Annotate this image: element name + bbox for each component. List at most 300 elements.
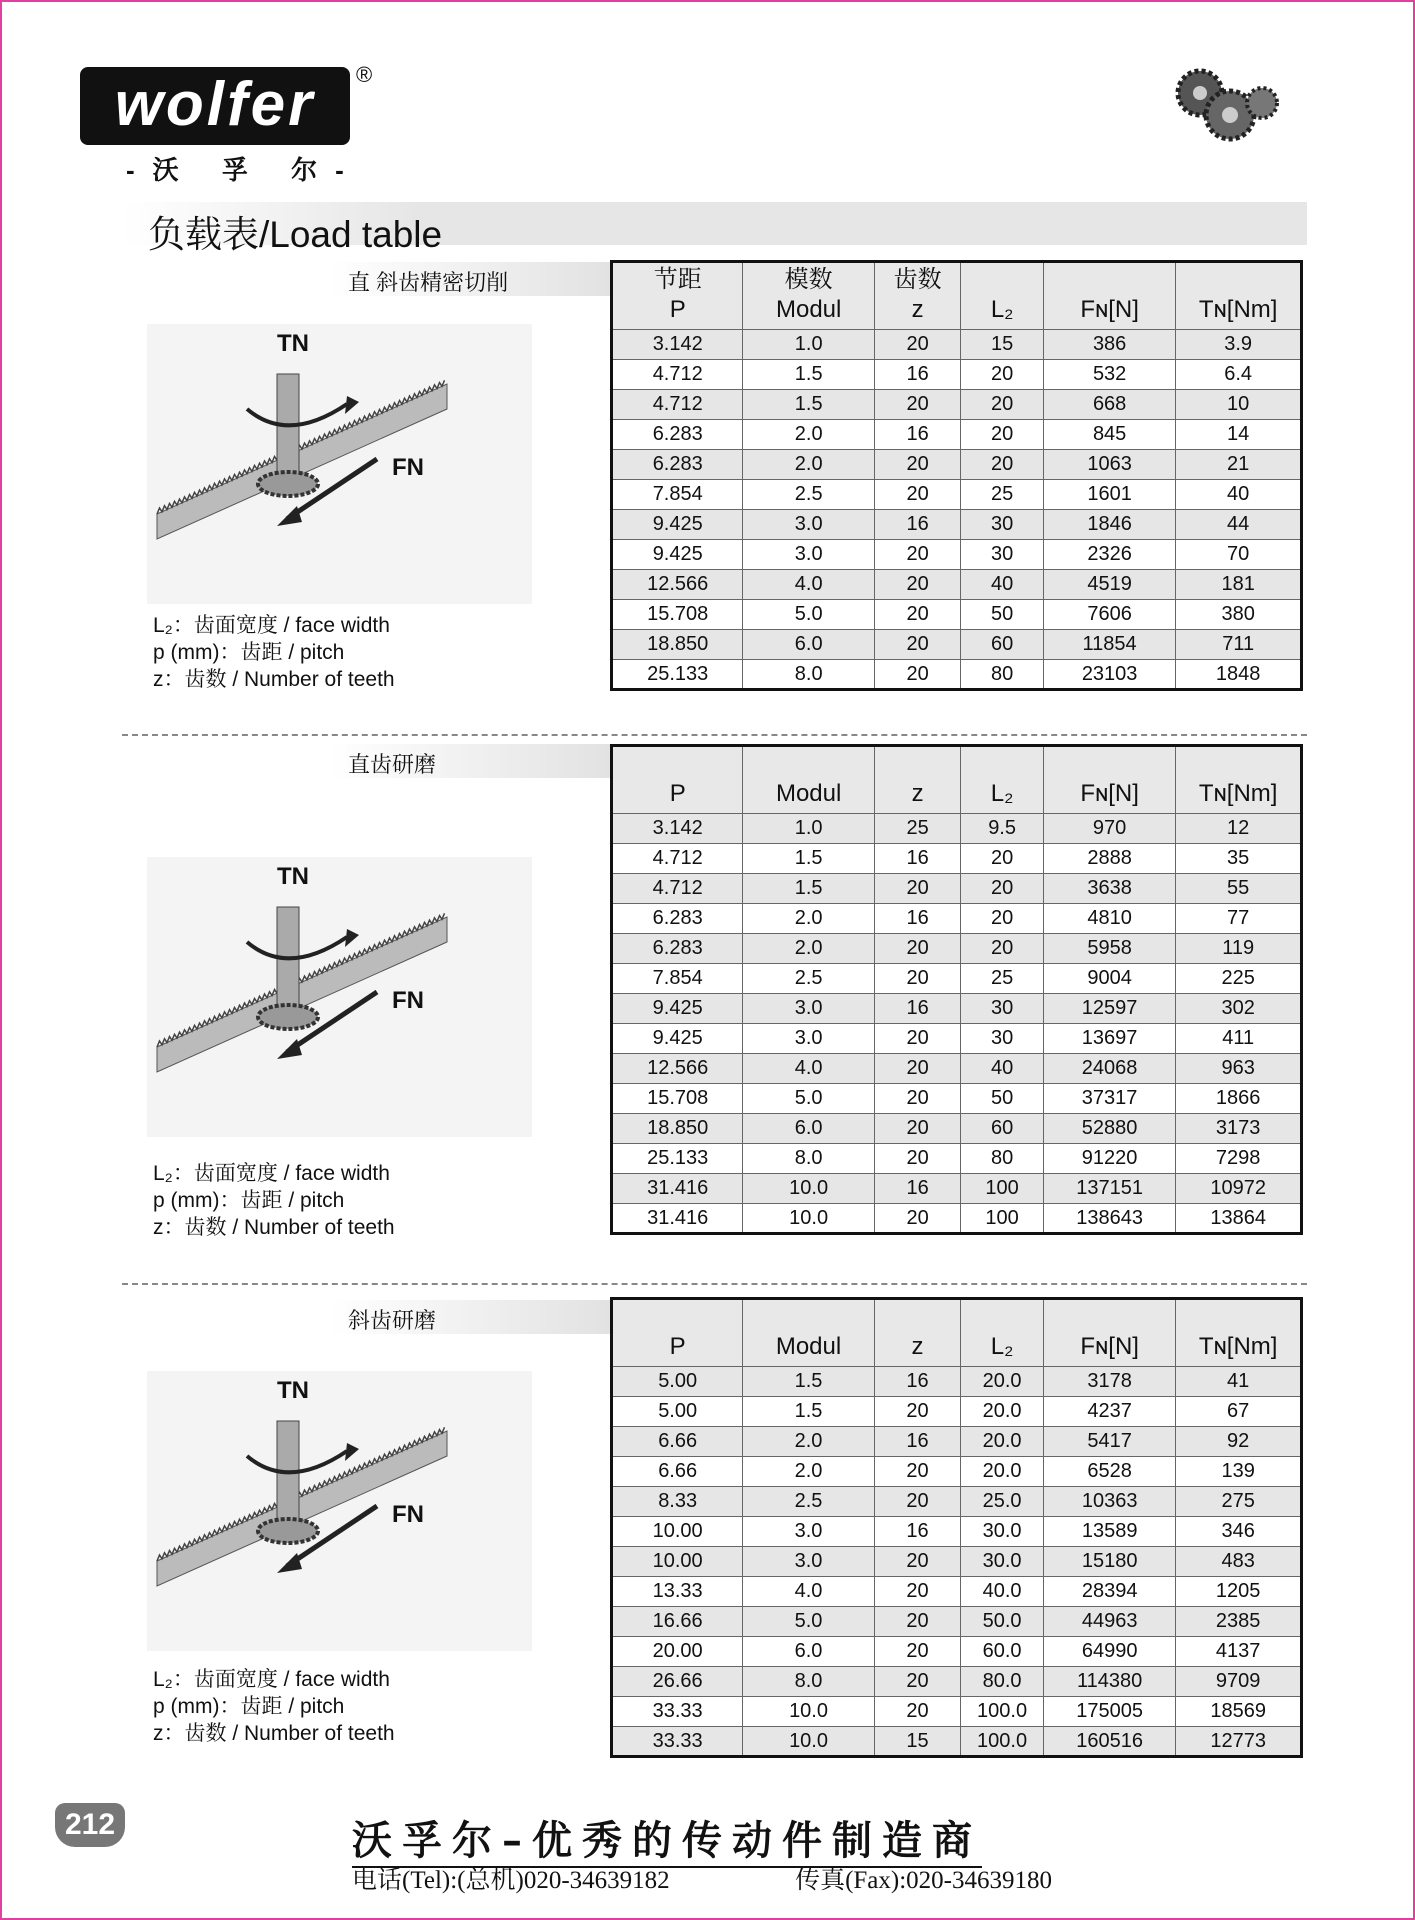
table-row xyxy=(612,1114,1302,1144)
table-cell: 9.5 xyxy=(961,814,1044,844)
table-cell: 2.0 xyxy=(743,934,874,964)
table-cell: 3.0 xyxy=(743,510,874,540)
table-cell: 30.0 xyxy=(961,1517,1044,1547)
table-cell: 1.5 xyxy=(743,1397,874,1427)
header-row xyxy=(612,746,1302,814)
table-cell: 77 xyxy=(1176,904,1302,934)
table-cell: 160516 xyxy=(1043,1727,1175,1757)
table-cell: 3638 xyxy=(1043,874,1175,904)
table-cell: 16 xyxy=(874,1517,960,1547)
table-cell: 30.0 xyxy=(961,1547,1044,1577)
table-cell: 16 xyxy=(874,510,961,540)
force-label: FN xyxy=(392,1501,424,1528)
table-cell: 119 xyxy=(1176,934,1302,964)
table-cell: 4.712 xyxy=(612,844,743,874)
table-cell: 20 xyxy=(961,844,1044,874)
table-cell: 225 xyxy=(1176,964,1302,994)
table-cell: 139 xyxy=(1176,1457,1302,1487)
table-cell: 20 xyxy=(874,600,961,630)
table-cell: 6.0 xyxy=(743,1114,874,1144)
table-cell: 12.566 xyxy=(612,570,743,600)
table-row xyxy=(612,1024,1302,1054)
table-cell: 3173 xyxy=(1176,1114,1302,1144)
table-cell: 1846 xyxy=(1043,510,1175,540)
table-cell: 25.133 xyxy=(612,660,743,690)
table-cell: 138643 xyxy=(1043,1204,1175,1234)
column-header: z xyxy=(874,746,960,814)
column-header: L₂ xyxy=(961,1299,1044,1367)
table-cell: 28394 xyxy=(1043,1577,1175,1607)
table-cell: 80 xyxy=(961,660,1044,690)
table-cell: 7.854 xyxy=(612,964,743,994)
legend xyxy=(153,612,395,693)
table-cell: 20 xyxy=(961,874,1044,904)
table-cell: 1.0 xyxy=(743,814,874,844)
table-cell: 40 xyxy=(961,1054,1044,1084)
legend-z: z：齿数 / Number of teeth xyxy=(153,668,395,691)
table-row xyxy=(612,480,1302,510)
table-row xyxy=(612,964,1302,994)
table-cell: 4137 xyxy=(1176,1637,1302,1667)
table-row xyxy=(612,1427,1302,1457)
table-cell: 25 xyxy=(961,480,1044,510)
table-cell: 20 xyxy=(961,934,1044,964)
table-cell: 20 xyxy=(874,1024,960,1054)
table-cell: 20 xyxy=(874,1607,960,1637)
table-cell: 18569 xyxy=(1176,1697,1302,1727)
table-cell: 14 xyxy=(1176,420,1302,450)
table-cell: 5958 xyxy=(1043,934,1175,964)
table-cell: 20 xyxy=(874,1697,960,1727)
table-cell: 12597 xyxy=(1043,994,1175,1024)
table-cell: 1.5 xyxy=(743,360,874,390)
table-cell: 20 xyxy=(961,360,1044,390)
header-row xyxy=(612,1299,1302,1367)
table-cell: 15.708 xyxy=(612,1084,743,1114)
table-cell: 16 xyxy=(874,1427,960,1457)
table-cell: 532 xyxy=(1043,360,1175,390)
table-cell: 33.33 xyxy=(612,1697,743,1727)
table-cell: 20 xyxy=(874,1054,960,1084)
table-cell: 16 xyxy=(874,360,961,390)
table-cell: 20 xyxy=(874,390,961,420)
section-divider xyxy=(122,1283,1307,1285)
table-cell: 6.4 xyxy=(1176,360,1302,390)
table-cell: 18.850 xyxy=(612,1114,743,1144)
table-cell: 380 xyxy=(1176,600,1302,630)
table-row xyxy=(612,934,1302,964)
header-row xyxy=(612,262,1302,330)
table-cell: 8.0 xyxy=(743,660,874,690)
table-row xyxy=(612,1727,1302,1757)
force-label: FN xyxy=(392,454,424,481)
table-cell: 16 xyxy=(874,1174,960,1204)
table-cell: 20 xyxy=(874,1397,960,1427)
column-header: Fɴ[N] xyxy=(1043,1299,1175,1367)
table-cell: 100 xyxy=(961,1174,1044,1204)
table-cell: 13589 xyxy=(1043,1517,1175,1547)
table-cell: 4.712 xyxy=(612,874,743,904)
table-cell: 3.142 xyxy=(612,330,743,360)
table-cell: 100 xyxy=(961,1204,1044,1234)
table-cell: 8.33 xyxy=(612,1487,743,1517)
table-cell: 4519 xyxy=(1043,570,1175,600)
table-cell: 1063 xyxy=(1043,450,1175,480)
page-title-bar xyxy=(122,202,1307,255)
table-cell: 20 xyxy=(874,964,960,994)
table-cell: 20 xyxy=(874,540,961,570)
table-cell: 1.5 xyxy=(743,874,874,904)
table-cell: 8.0 xyxy=(743,1144,874,1174)
load-table xyxy=(610,1297,1303,1758)
table-cell: 80.0 xyxy=(961,1667,1044,1697)
registered-mark: ® xyxy=(356,62,373,87)
table-cell: 9.425 xyxy=(612,994,743,1024)
table-cell: 100.0 xyxy=(961,1727,1044,1757)
legend-z: z：齿数 / Number of teeth xyxy=(153,1216,395,1239)
table-row xyxy=(612,1667,1302,1697)
table-cell: 50.0 xyxy=(961,1607,1044,1637)
table-cell: 15.708 xyxy=(612,600,743,630)
table-cell: 20 xyxy=(874,874,960,904)
table-cell: 20.0 xyxy=(961,1457,1044,1487)
table-row xyxy=(612,420,1302,450)
column-header: Fɴ[N] xyxy=(1043,746,1175,814)
table-cell: 3.0 xyxy=(743,1547,874,1577)
legend xyxy=(153,1160,395,1241)
table-cell: 10972 xyxy=(1176,1174,1302,1204)
legend-l2: L₂：齿面宽度 / face width xyxy=(153,1162,390,1185)
legend-l2: L₂：齿面宽度 / face width xyxy=(153,1668,390,1691)
table-cell: 1.5 xyxy=(743,844,874,874)
table-cell: 20 xyxy=(874,1637,960,1667)
table-row xyxy=(612,510,1302,540)
table-cell: 9.425 xyxy=(612,540,743,570)
table-cell: 20.0 xyxy=(961,1367,1044,1397)
table-cell: 30 xyxy=(961,994,1044,1024)
table-cell: 2.5 xyxy=(743,964,874,994)
table-row xyxy=(612,1457,1302,1487)
table-cell: 5.00 xyxy=(612,1367,743,1397)
table-cell: 16.66 xyxy=(612,1607,743,1637)
table-cell: 2888 xyxy=(1043,844,1175,874)
table-cell: 3.0 xyxy=(743,540,874,570)
table-row xyxy=(612,1367,1302,1397)
table-cell: 40.0 xyxy=(961,1577,1044,1607)
footer-slogan: 沃孚尔–优秀的传动件制造商 xyxy=(352,1818,982,1868)
table-cell: 6.0 xyxy=(743,630,874,660)
table-cell: 44 xyxy=(1176,510,1302,540)
table-cell: 3.142 xyxy=(612,814,743,844)
table-cell: 41 xyxy=(1176,1367,1302,1397)
legend-p: p (mm)：齿距 / pitch xyxy=(153,1695,345,1718)
table-cell: 2.0 xyxy=(743,420,874,450)
table-cell: 9.425 xyxy=(612,1024,743,1054)
table-cell: 3.0 xyxy=(743,994,874,1024)
table-cell: 10.0 xyxy=(743,1697,874,1727)
table-cell: 26.66 xyxy=(612,1667,743,1697)
table-cell: 20 xyxy=(874,1204,960,1234)
table-row xyxy=(612,450,1302,480)
table-cell: 44963 xyxy=(1043,1607,1175,1637)
table-cell: 6.283 xyxy=(612,934,743,964)
footer-fax: 传真(Fax):020-34639180 xyxy=(795,1867,1052,1894)
table-cell: 21 xyxy=(1176,450,1302,480)
table-cell: 3.9 xyxy=(1176,330,1302,360)
table-cell: 20 xyxy=(961,390,1044,420)
table-cell: 30 xyxy=(961,540,1044,570)
table-row xyxy=(612,1577,1302,1607)
table-cell: 1.5 xyxy=(743,390,874,420)
column-header: Modul xyxy=(743,746,874,814)
table-cell: 20 xyxy=(874,1114,960,1144)
table-cell: 10.00 xyxy=(612,1547,743,1577)
section-label: 斜齿研磨 xyxy=(330,1300,610,1334)
table-cell: 6.283 xyxy=(612,420,743,450)
table-cell: 4810 xyxy=(1043,904,1175,934)
table-cell: 9709 xyxy=(1176,1667,1302,1697)
column-header: 节距 P xyxy=(612,262,743,330)
table-cell: 2385 xyxy=(1176,1607,1302,1637)
column-header: Tɴ[Nm] xyxy=(1176,1299,1302,1367)
table-cell: 25 xyxy=(961,964,1044,994)
table-cell: 80 xyxy=(961,1144,1044,1174)
table-row xyxy=(612,660,1302,690)
table-cell: 10.0 xyxy=(743,1727,874,1757)
column-header: Modul xyxy=(743,1299,874,1367)
section-label: 直齿研磨 xyxy=(330,744,610,778)
table-cell: 15180 xyxy=(1043,1547,1175,1577)
table-cell: 60 xyxy=(961,1114,1044,1144)
table-cell: 30 xyxy=(961,1024,1044,1054)
table-cell: 12 xyxy=(1176,814,1302,844)
footer-contact xyxy=(352,1866,1052,1896)
table-cell: 13.33 xyxy=(612,1577,743,1607)
column-header: Fɴ[N] xyxy=(1043,262,1175,330)
table-cell: 6.283 xyxy=(612,450,743,480)
torque-label: TN xyxy=(277,1377,309,1404)
table-cell: 10 xyxy=(1176,390,1302,420)
table-cell: 50 xyxy=(961,1084,1044,1114)
table-row xyxy=(612,814,1302,844)
table-row xyxy=(612,1487,1302,1517)
table-cell: 20 xyxy=(874,934,960,964)
table-row xyxy=(612,600,1302,630)
table-cell: 9.425 xyxy=(612,510,743,540)
load-table xyxy=(610,260,1303,691)
table-cell: 20 xyxy=(874,1144,960,1174)
table-cell: 60.0 xyxy=(961,1637,1044,1667)
column-header: Tɴ[Nm] xyxy=(1176,746,1302,814)
table-cell: 60 xyxy=(961,630,1044,660)
table-cell: 23103 xyxy=(1043,660,1175,690)
table-cell: 12.566 xyxy=(612,1054,743,1084)
table-cell: 20 xyxy=(961,904,1044,934)
rack-pinion-diagram xyxy=(147,324,532,604)
table-row xyxy=(612,390,1302,420)
force-label: FN xyxy=(392,987,424,1014)
column-header: Tɴ[Nm] xyxy=(1176,262,1302,330)
table-row xyxy=(612,904,1302,934)
column-header: P xyxy=(612,746,743,814)
section-label: 直 斜齿精密切削 xyxy=(330,262,610,296)
table-cell: 2.0 xyxy=(743,1457,874,1487)
table-row xyxy=(612,1637,1302,1667)
table-cell: 2326 xyxy=(1043,540,1175,570)
table-cell: 4.0 xyxy=(743,1577,874,1607)
table-cell: 33.33 xyxy=(612,1727,743,1757)
table-cell: 20 xyxy=(874,1457,960,1487)
rack-pinion-diagram xyxy=(147,857,532,1137)
legend-p: p (mm)：齿距 / pitch xyxy=(153,1189,345,1212)
table-cell: 30 xyxy=(961,510,1044,540)
table-cell: 1601 xyxy=(1043,480,1175,510)
table-cell: 16 xyxy=(874,994,960,1024)
column-header: P xyxy=(612,1299,743,1367)
table-cell: 970 xyxy=(1043,814,1175,844)
table-cell: 2.0 xyxy=(743,904,874,934)
table-cell: 10.00 xyxy=(612,1517,743,1547)
table-cell: 10.0 xyxy=(743,1174,874,1204)
table-cell: 52880 xyxy=(1043,1114,1175,1144)
table-cell: 2.5 xyxy=(743,1487,874,1517)
table-cell: 9004 xyxy=(1043,964,1175,994)
table-cell: 37317 xyxy=(1043,1084,1175,1114)
table-cell: 2.5 xyxy=(743,480,874,510)
legend-l2: L₂：齿面宽度 / face width xyxy=(153,614,390,637)
table-cell: 175005 xyxy=(1043,1697,1175,1727)
table-cell: 386 xyxy=(1043,330,1175,360)
table-cell: 411 xyxy=(1176,1024,1302,1054)
table-row xyxy=(612,330,1302,360)
table-cell: 91220 xyxy=(1043,1144,1175,1174)
table-row xyxy=(612,540,1302,570)
table-cell: 137151 xyxy=(1043,1174,1175,1204)
table-cell: 20 xyxy=(874,570,961,600)
table-cell: 70 xyxy=(1176,540,1302,570)
torque-label: TN xyxy=(277,330,309,357)
table-cell: 20.0 xyxy=(961,1397,1044,1427)
table-cell: 40 xyxy=(961,570,1044,600)
table-row xyxy=(612,1517,1302,1547)
table-cell: 5.0 xyxy=(743,1607,874,1637)
table-cell: 6.0 xyxy=(743,1637,874,1667)
table-row xyxy=(612,1547,1302,1577)
table-cell: 92 xyxy=(1176,1427,1302,1457)
table-cell: 20 xyxy=(874,1577,960,1607)
table-cell: 7.854 xyxy=(612,480,743,510)
table-cell: 18.850 xyxy=(612,630,743,660)
table-cell: 275 xyxy=(1176,1487,1302,1517)
footer-tel: 电话(Tel):(总机)020-34639182 xyxy=(352,1867,670,1894)
table-cell: 15 xyxy=(961,330,1044,360)
table-cell: 25 xyxy=(874,814,960,844)
table-cell: 6.66 xyxy=(612,1457,743,1487)
table-cell: 16 xyxy=(874,420,961,450)
table-cell: 483 xyxy=(1176,1547,1302,1577)
table-cell: 24068 xyxy=(1043,1054,1175,1084)
table-cell: 20 xyxy=(874,450,961,480)
table-cell: 668 xyxy=(1043,390,1175,420)
table-cell: 25.0 xyxy=(961,1487,1044,1517)
table-cell: 711 xyxy=(1176,630,1302,660)
column-header: 齿数 z xyxy=(874,262,961,330)
table-cell: 20 xyxy=(874,1547,960,1577)
table-cell: 10363 xyxy=(1043,1487,1175,1517)
table-cell: 3.0 xyxy=(743,1517,874,1547)
table-cell: 55 xyxy=(1176,874,1302,904)
table-cell: 50 xyxy=(961,600,1044,630)
table-cell: 7298 xyxy=(1176,1144,1302,1174)
table-cell: 302 xyxy=(1176,994,1302,1024)
table-cell: 20 xyxy=(874,630,961,660)
table-cell: 67 xyxy=(1176,1397,1302,1427)
logo-chinese-name: -沃 孚 尔- xyxy=(126,155,362,185)
table-cell: 25.133 xyxy=(612,1144,743,1174)
table-cell: 100.0 xyxy=(961,1697,1044,1727)
table-cell: 5.0 xyxy=(743,1084,874,1114)
table-cell: 20 xyxy=(874,1487,960,1517)
table-cell: 40 xyxy=(1176,480,1302,510)
table-cell: 5.00 xyxy=(612,1397,743,1427)
table-row xyxy=(612,1144,1302,1174)
table-cell: 35 xyxy=(1176,844,1302,874)
legend-p: p (mm)：齿距 / pitch xyxy=(153,641,345,664)
table-cell: 114380 xyxy=(1043,1667,1175,1697)
table-cell: 20 xyxy=(874,1667,960,1697)
table-cell: 845 xyxy=(1043,420,1175,450)
table-cell: 1205 xyxy=(1176,1577,1302,1607)
table-cell: 346 xyxy=(1176,1517,1302,1547)
table-cell: 20 xyxy=(874,660,961,690)
column-header: L₂ xyxy=(961,746,1044,814)
table-cell: 1.5 xyxy=(743,1367,874,1397)
table-row xyxy=(612,1084,1302,1114)
page-number: 212 xyxy=(55,1803,125,1847)
wolfer-logo: wolfer xyxy=(80,67,350,145)
table-cell: 31.416 xyxy=(612,1174,743,1204)
gears-icon xyxy=(1170,65,1285,145)
column-header: L₂ xyxy=(961,262,1044,330)
table-row xyxy=(612,570,1302,600)
table-cell: 20 xyxy=(874,330,961,360)
table-row xyxy=(612,1607,1302,1637)
table-cell: 6.66 xyxy=(612,1427,743,1457)
table-row xyxy=(612,874,1302,904)
rack-pinion-diagram xyxy=(147,1371,532,1651)
table-cell: 13697 xyxy=(1043,1024,1175,1054)
table-cell: 963 xyxy=(1176,1054,1302,1084)
table-row xyxy=(612,1174,1302,1204)
column-header: 模数 Modul xyxy=(743,262,874,330)
table-cell: 6.283 xyxy=(612,904,743,934)
table-cell: 13864 xyxy=(1176,1204,1302,1234)
table-row xyxy=(612,994,1302,1024)
table-cell: 181 xyxy=(1176,570,1302,600)
table-cell: 12773 xyxy=(1176,1727,1302,1757)
table-cell: 10.0 xyxy=(743,1204,874,1234)
section-divider xyxy=(122,734,1307,736)
table-cell: 20 xyxy=(961,450,1044,480)
table-row xyxy=(612,1697,1302,1727)
table-row xyxy=(612,1397,1302,1427)
table-cell: 64990 xyxy=(1043,1637,1175,1667)
page-title: 负载表/Load table xyxy=(148,214,443,255)
table-cell: 5417 xyxy=(1043,1427,1175,1457)
table-cell: 4237 xyxy=(1043,1397,1175,1427)
table-cell: 20 xyxy=(874,1084,960,1114)
column-header: z xyxy=(874,1299,960,1367)
